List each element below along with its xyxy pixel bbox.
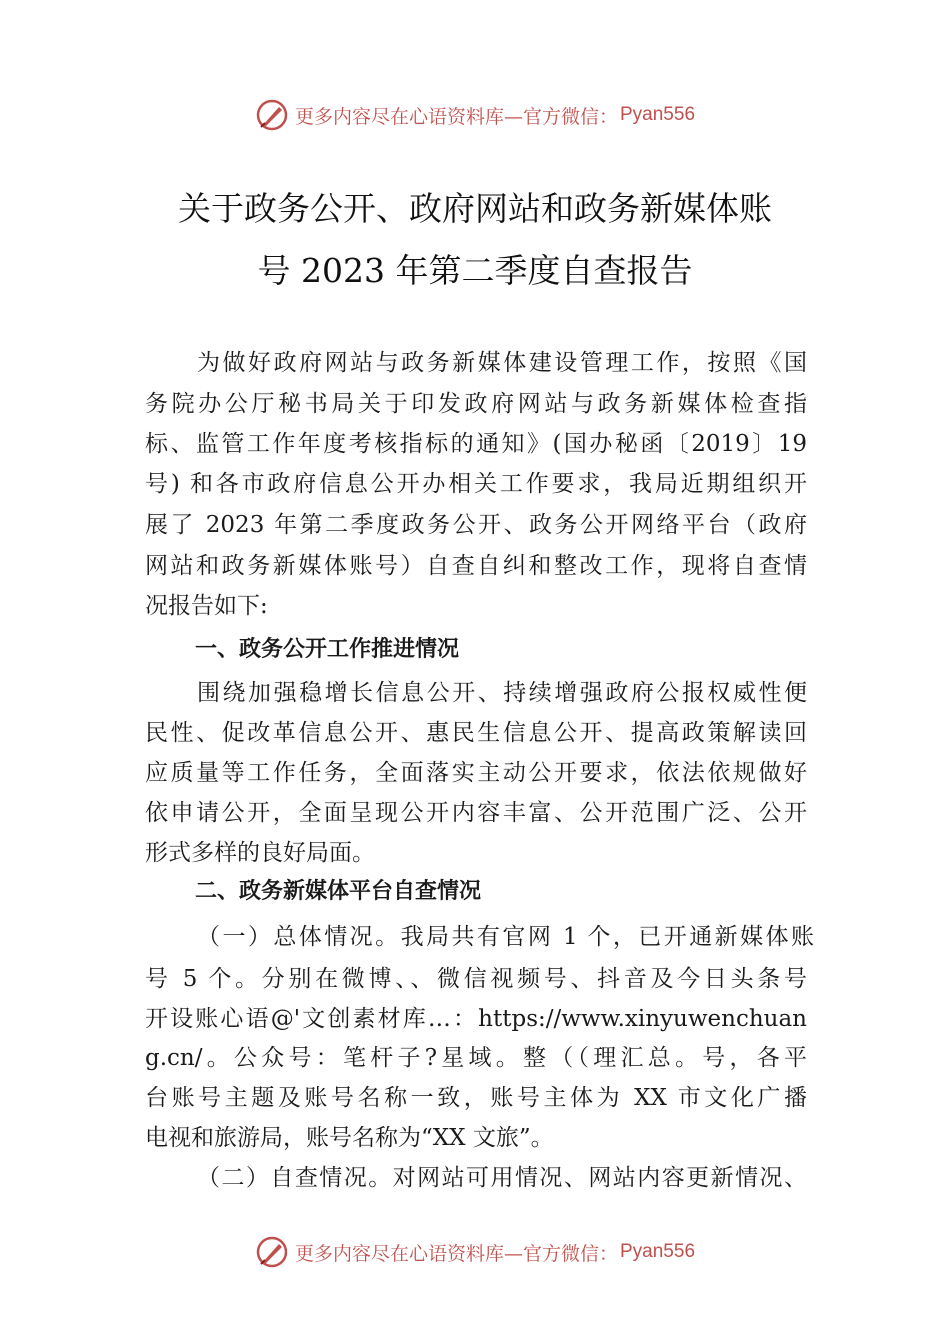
intro-line: 况报告如下:: [145, 593, 268, 619]
section2-line: g.cn/。公众号：笔杆子?星域。整（（理汇总。号，各平: [145, 1045, 807, 1071]
section1-line: 形式多样的良好局面。: [145, 840, 375, 866]
intro-line: 网站和政务新媒体账号）自查自纠和整改工作，现将自查情: [145, 553, 807, 579]
section1-line: 围绕加强稳增长信息公开、持续增强政府公报权威性便: [197, 680, 807, 706]
intro-line: 务院办公厅秘书局关于印发政府网站与政务新媒体检查指: [145, 391, 807, 417]
section2-line: （二）自查情况。对网站可用情况、网站内容更新情况、: [197, 1165, 807, 1191]
intro-line: 展了 2023 年第二季度政务公开、政务公开网络平台（政府: [145, 512, 807, 538]
intro-line: 为做好政府网站与政务新媒体建设管理工作，按照《国: [197, 350, 807, 376]
section1-line: 应质量等工作任务，全面落实主动公开要求，依法依规做好: [145, 760, 807, 786]
section-heading-1: 一、政务公开工作推进情况: [195, 637, 460, 662]
section2-line: 号 5 个。分别在微博、、微信视频号、抖音及今日头条号: [145, 966, 807, 992]
intro-line: 号) 和各市政府信息公开办相关工作要求，我局近期组织开: [145, 471, 807, 497]
watermark-text: 更多内容尽在心语资料库—官方微信：: [294, 1242, 618, 1265]
document-title-line-2: 号 2023 年第二季度自查报告: [257, 251, 693, 290]
section2-line: 台账号主题及账号名称一致，账号主体为 XX 市文化广播: [145, 1085, 807, 1111]
document-title-line-1: 关于政务公开、政府网站和政务新媒体账: [178, 189, 772, 228]
header-watermark-banner: [0, 95, 950, 135]
watermark-text: 更多内容尽在心语资料库—官方微信：: [294, 105, 618, 128]
section1-line: 民性、促改革信息公开、惠民生信息公开、提高政策解读回: [145, 720, 807, 746]
section2-line: （一）总体情况。我局共有官网 1 个，已开通新媒体账: [197, 924, 814, 950]
section1-line: 依申请公开，全面呈现公开内容丰富、公开范围广泛、公开: [145, 800, 807, 826]
intro-line: 标、监管工作年度考核指标的通知》(国办秘函〔2019〕19: [145, 431, 807, 457]
watermark-account: Pyan556: [620, 1241, 696, 1262]
section-heading-2: 二、政务新媒体平台自查情况: [195, 879, 482, 904]
section2-line: 电视和旅游局，账号名称为“XX 文旅”。: [145, 1125, 554, 1151]
footer-watermark-banner: [0, 1232, 950, 1272]
feather-pen-logo-icon: [255, 98, 289, 132]
watermark-account: Pyan556: [620, 104, 696, 125]
section2-line: 开设账心语@'文创素材库…：https://www.xinyuwenchuan: [145, 1006, 807, 1032]
feather-pen-logo-icon: [255, 1235, 289, 1269]
